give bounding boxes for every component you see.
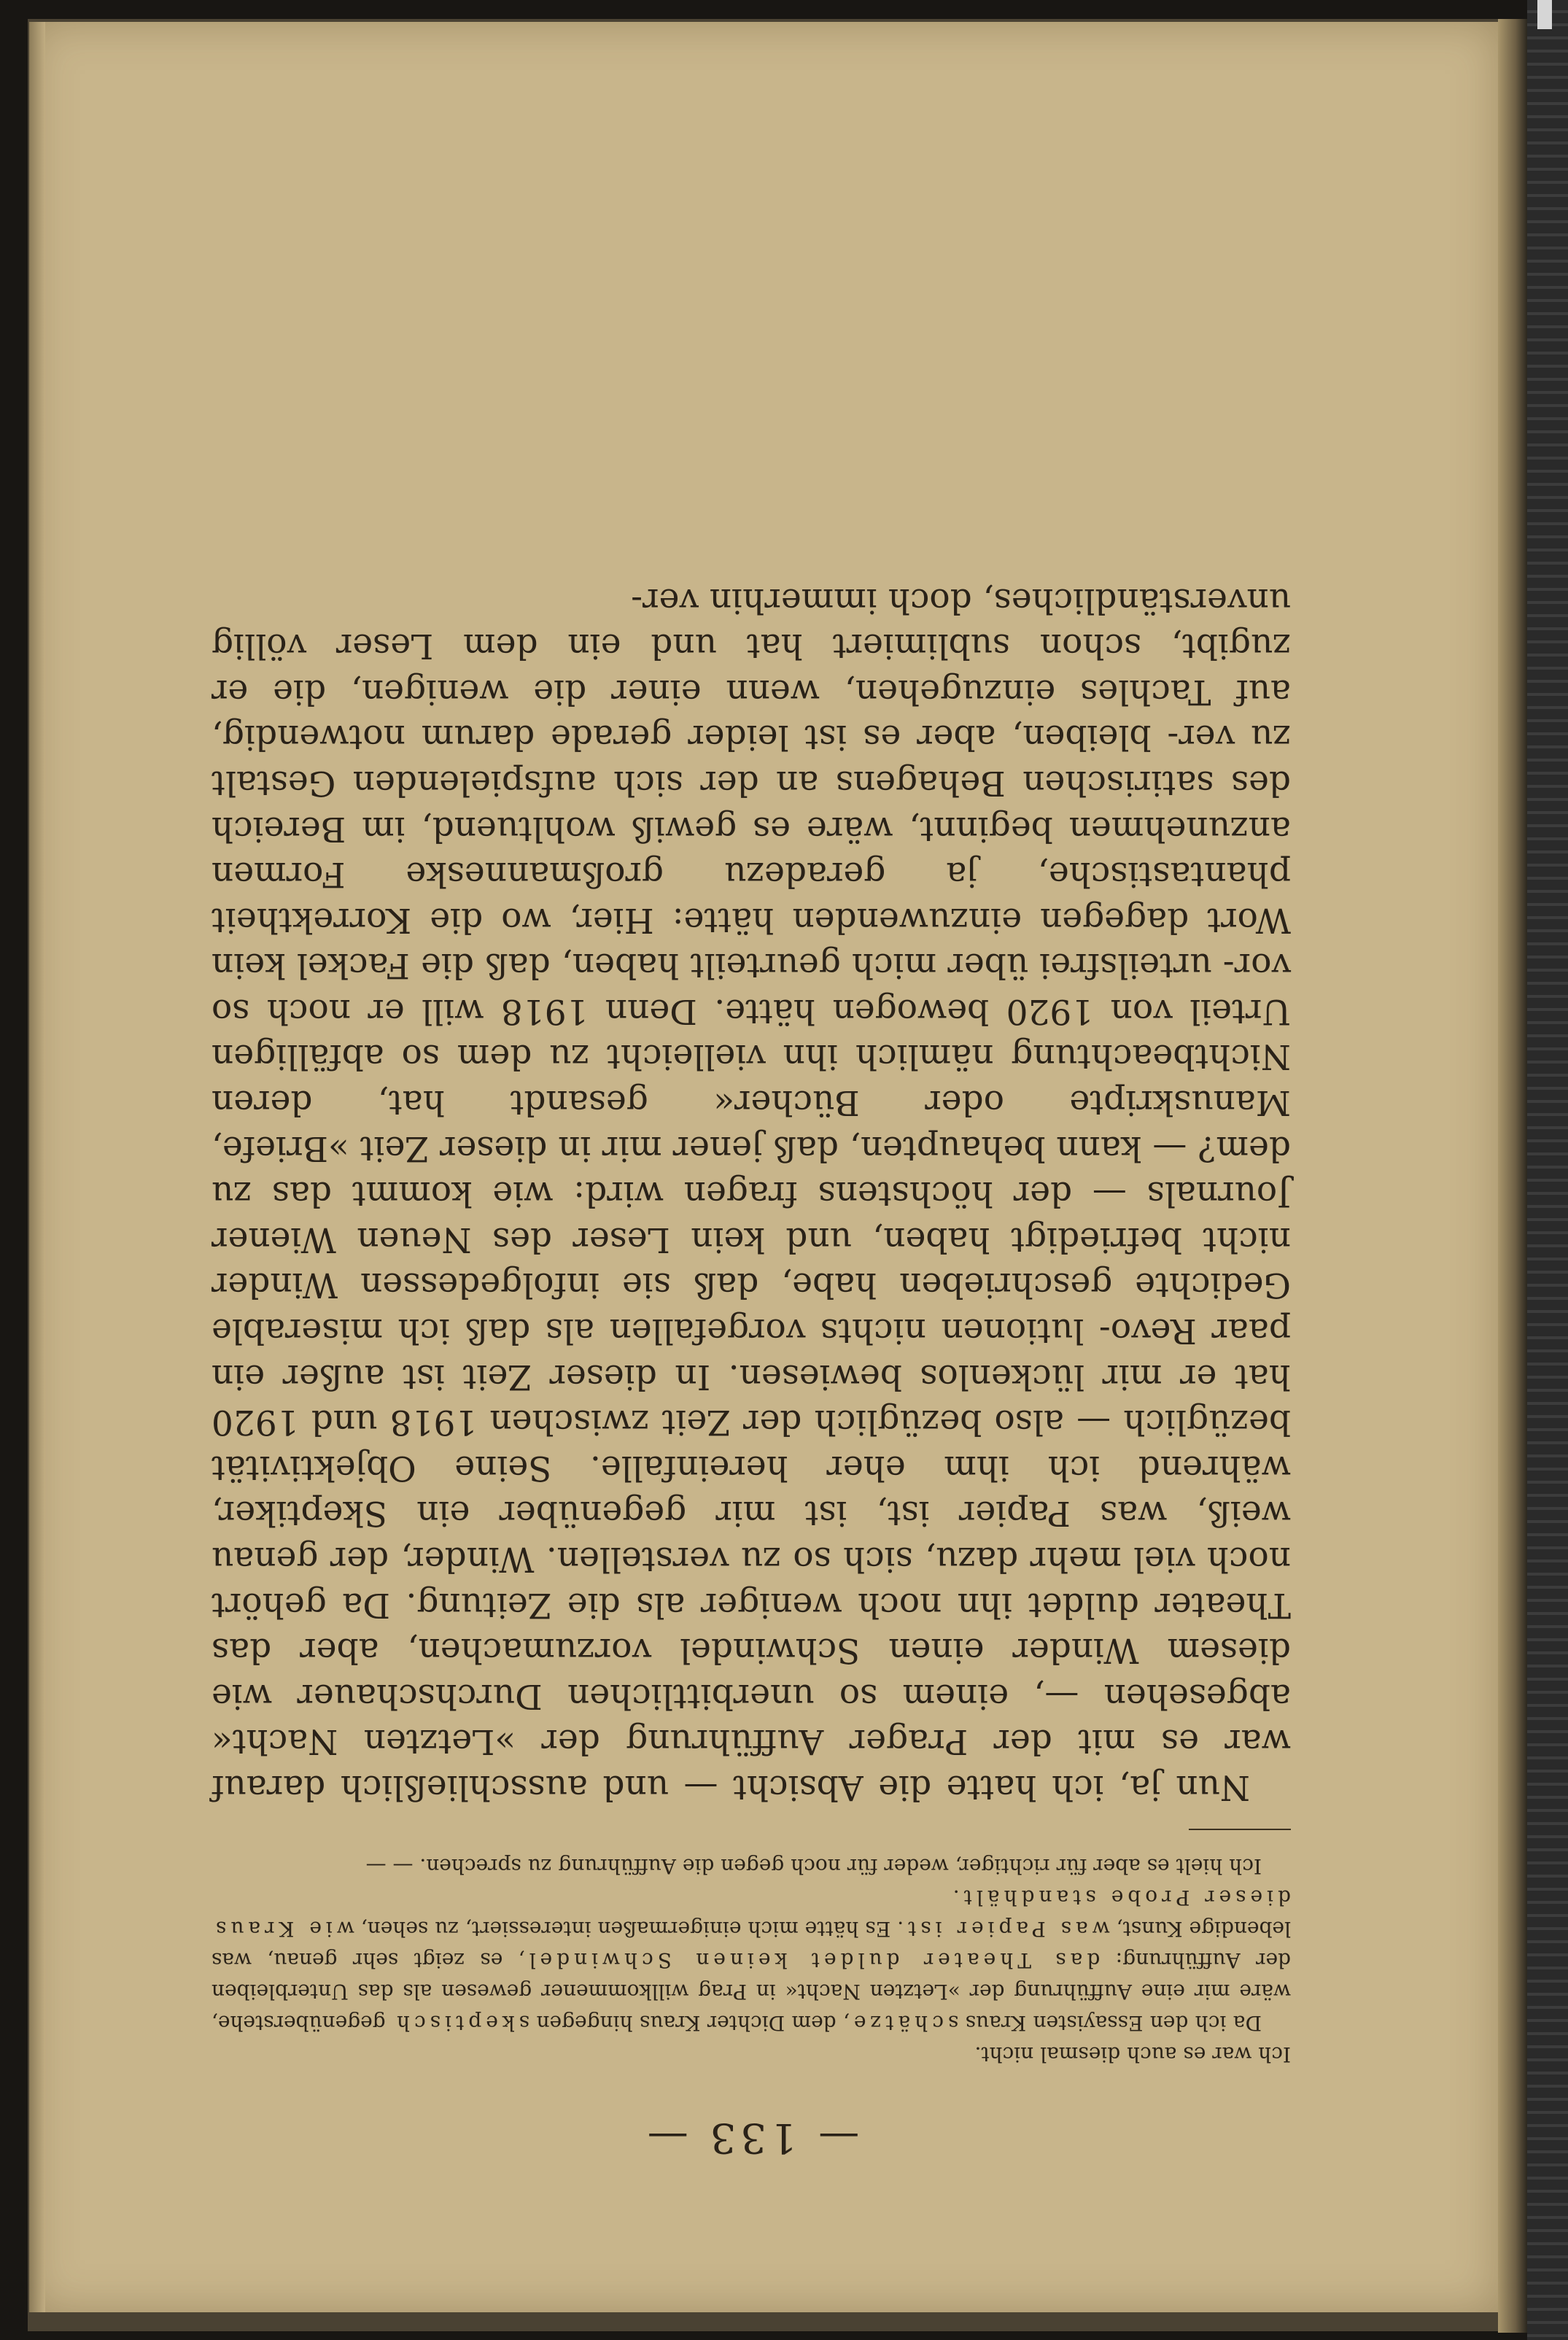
text-line: vorzumachen, aber das Theater duldet ihn noch [211, 1584, 1291, 1671]
footnote-2-text: . [952, 1886, 960, 1910]
text-line: kein Wort dagegen einzuwenden hätte: Hier, [211, 899, 1291, 986]
text-line: bleiben, aber es ist leider gerade darum notwendig, [211, 717, 1152, 758]
text-line: Leser völlig unverständliches, doch immerhin ver- [211, 580, 1291, 667]
text-line: Durchschauer wie diesem Winder einen Schwindel [211, 1630, 1291, 1716]
text-line: Bücher« gesandt hat, deren Nichtbeachtung nämlich [211, 1037, 1291, 1123]
text-line: Behagens an der sich aufspielenden Gestalt zu ver- [211, 717, 1291, 803]
text-line: Winder nicht befriedigt haben, und kein Leser des [211, 1219, 1291, 1306]
text-line: auf Tachles einzugehen, wenn einer die wenigen, [351, 671, 1291, 712]
footnote-2-text: gegenüberstehe, wäre mir eine Aufführung der »Letzten Nacht« in Prag willkommener gewesen als das Unterbleiben der Aufführung: [211, 1948, 1291, 2035]
footnote-2-text: , dem Dichter Kraus hingegen [529, 2011, 850, 2035]
footnote-2-emphasis: skeptisch [392, 2011, 530, 2035]
text-line: weiß, was Papier ist, ist mir gegenüber ein [416, 1493, 1291, 1534]
footnote-divider [1189, 1829, 1291, 1830]
footnote-1: Ich war es auch diesmal nicht. [974, 2042, 1291, 2066]
text-line: großmanneske Formen anzunehmen beginnt, wäre [211, 808, 1291, 895]
text-line: es gewiß wohltuend, im Bereich des satirischen [211, 762, 1291, 849]
text-line: Gedichte geschrieben habe, daß sie infolgedessen [360, 1265, 1291, 1306]
text-line: wo die Korrektheit phantastische, ja geradezu [211, 854, 1291, 940]
main-text [211, 577, 1291, 1810]
footnote-2-emphasis: das Theater duldet keinen Schwindel [524, 1948, 1101, 1972]
footnote-2 [211, 1882, 1291, 2039]
footnote-2-text: , es zeigt sehr genau, was lebendige Kunst, [211, 1917, 1291, 1972]
text-line: Nun ja, ich hatte die Absicht — und ausschließlich [340, 1767, 1250, 1808]
text-line: weniger als die Zeitung. Da gehört noch viel mehr [211, 1539, 1291, 1625]
text-line: bewogen hätte. Denn 1918 will er noch so vor- [211, 945, 1291, 1031]
text-line: lutionen nichts vorgefallen als daß ich miserable [211, 1311, 1084, 1352]
text-line: jener mir in dieser Zeit »Briefe, Manuskripte oder [211, 1082, 1291, 1169]
page-text-block [211, 577, 1291, 2161]
footnote-2-text: . Es hätte mich einigermaßen interessiert, zu sehen, [354, 1917, 904, 1941]
footnotes [211, 1851, 1291, 2070]
text-line: Nacht« abgesehen —, einem so unerbittlichen [211, 1675, 1291, 1762]
text-line: darauf war es mit der Prager Aufführung der »Letzten [211, 1721, 1291, 1808]
text-line: dazu, sich so zu verstellen. Winder, der genau [211, 1539, 1019, 1580]
footnote-3: Ich hielt es aber für richtiger, weder für noch gegen die Aufführung zu sprechen. — — [365, 1854, 1262, 1878]
footnote-2-emphasis: was Papier ist [904, 1917, 1110, 1941]
text-line: ihn vielleicht zu dem so abfälligen Urteil von 1920 [211, 991, 1291, 1077]
footnote-2-text: Da ich den Essayisten Kraus [958, 2011, 1262, 2035]
footnote-2-emphasis: wie Kraus dieser Probe standhält [211, 1886, 1291, 1941]
footnote-2-emphasis: schätze [849, 2011, 959, 2035]
text-line: Skeptiker, während ich ihm eher hereinfalle. Seine [211, 1447, 1291, 1534]
text-line: wie kommt das zu dem? — kann behaupten, daß [211, 1128, 1291, 1214]
page-number: — 133 — [643, 2114, 860, 2161]
text-line: zwischen 1918 und 1920 hat er mir lückenlos [211, 1356, 1291, 1443]
text-line: urteilsfrei über mich geurteilt haben, daß die Fackel [296, 945, 1212, 986]
text-line: die er zugibt, schon sublimiert hat und ein dem [211, 626, 1291, 712]
text-line: Objektivität bezüglich — also bezüglich der Zeit [211, 1402, 1291, 1488]
text-line: Neuen Wiener Journals — der höchstens fragen wird: [211, 1174, 1291, 1260]
main-paragraph [211, 577, 1291, 1810]
text-line: bewiesen. In dieser Zeit ist außer ein paar Revo- [211, 1311, 1291, 1397]
